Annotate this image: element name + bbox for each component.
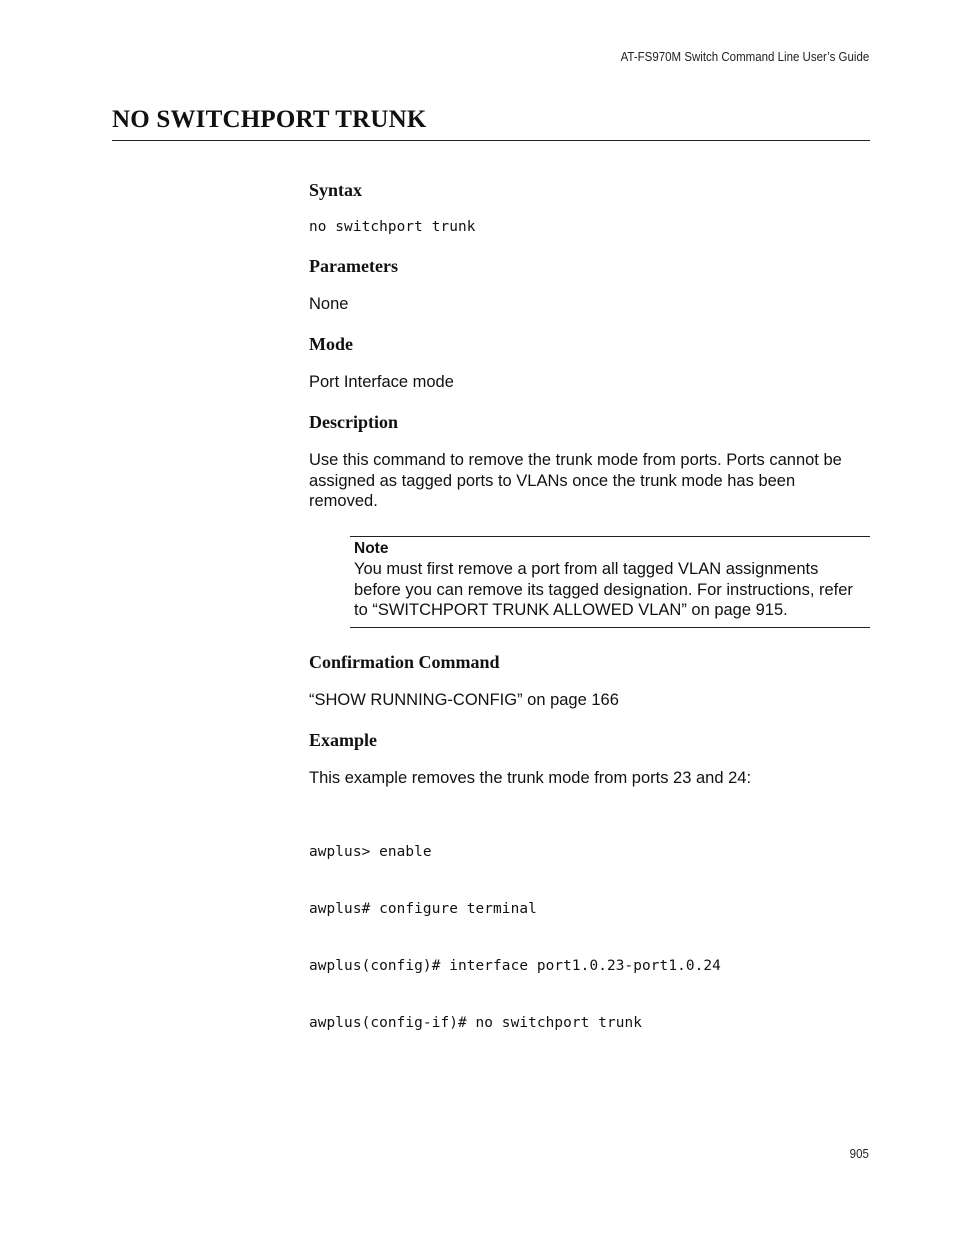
example-text: This example removes the trunk mode from ports 23 and 24: [309, 769, 752, 787]
title-rule [112, 140, 870, 141]
page-title: NO SWITCHPORT TRUNK [112, 106, 427, 133]
syntax-heading: Syntax [309, 180, 363, 200]
example-code-block [309, 805, 721, 1052]
parameters-heading: Parameters [309, 256, 398, 276]
note-box [350, 536, 870, 628]
syntax-code: no switchport trunk [309, 219, 476, 235]
parameters-text: None [309, 295, 349, 313]
page-number: 905 [849, 1147, 869, 1161]
description-heading: Description [309, 412, 398, 432]
mode-heading: Mode [309, 334, 353, 354]
mode-text: Port Interface mode [309, 373, 454, 391]
confirmation-heading: Confirmation Command [309, 652, 500, 672]
note-label: Note [354, 540, 389, 557]
confirmation-link[interactable]: “SHOW RUNNING-CONFIG” on page 166 [309, 691, 619, 709]
code-line: awplus> enable [309, 844, 432, 860]
code-line: awplus(config-if)# no switchport trunk [309, 1015, 643, 1031]
running-header: AT-FS970M Switch Command Line User’s Guide [620, 50, 869, 64]
code-line: awplus# configure terminal [309, 901, 537, 917]
code-line: awplus(config)# interface port1.0.23-port1.0.24 [309, 958, 721, 974]
description-text: Use this command to remove the trunk mode from ports. Ports cannot be assigned as tagged ports to VLANs once the trunk mode has been removed. [309, 451, 842, 510]
example-heading: Example [309, 730, 378, 750]
note-text: You must first remove a port from all tagged VLAN assignments before you can remove its tagged designation. For instructions, refer to “SWITCHPORT TRUNK ALLOWED VLAN” on page 915. [354, 560, 853, 619]
